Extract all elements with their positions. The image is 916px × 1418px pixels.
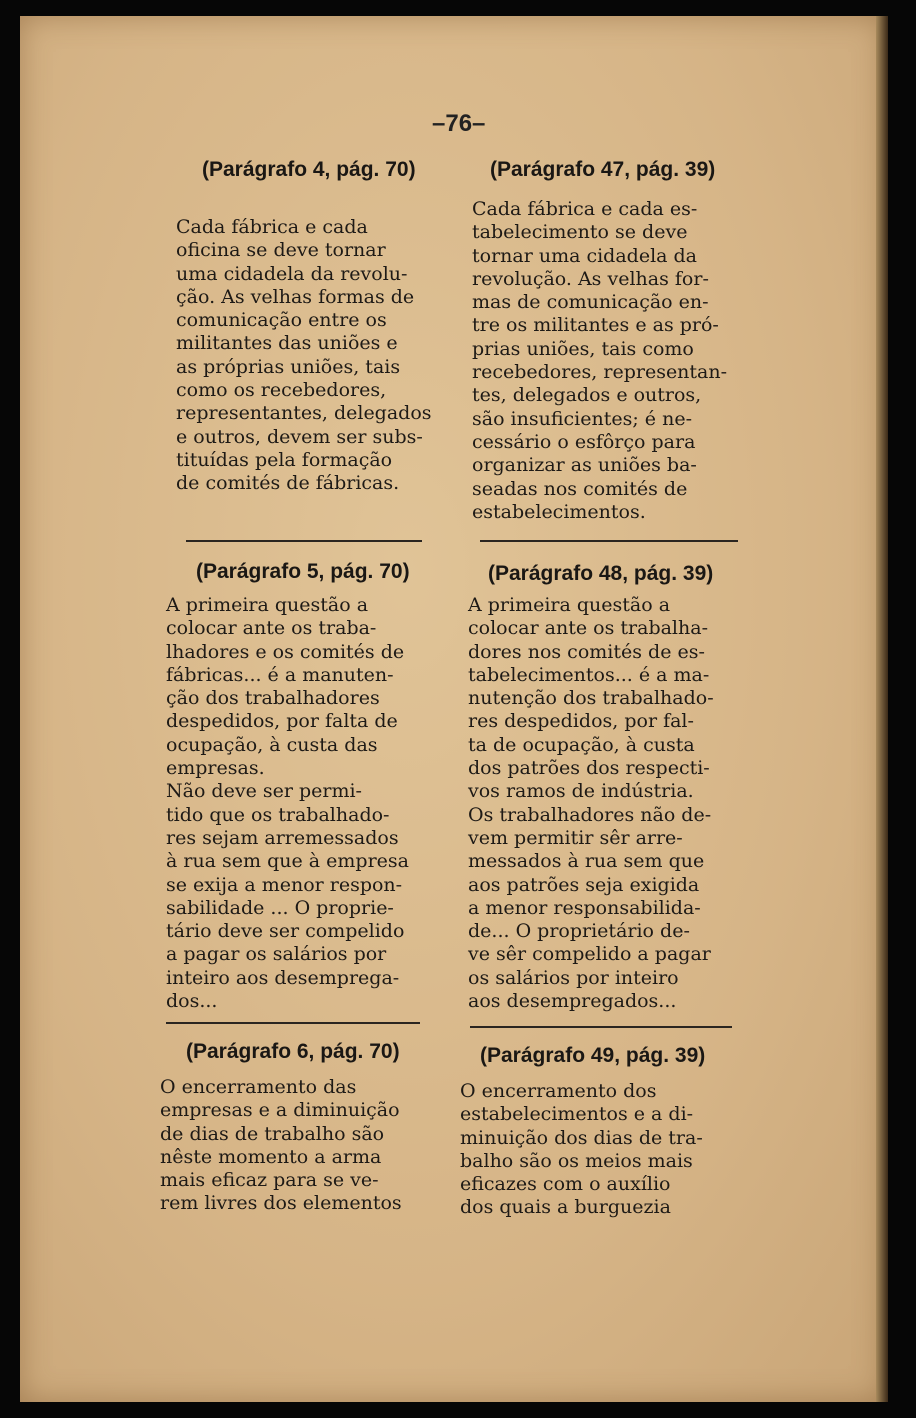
left-divider-2 (166, 1022, 420, 1024)
left-paragraph-3: O encerramento das empresas e a diminuição de dias de trabalho são nêste momento a arma mais eficaz para se ve- rem livres dos elementos (160, 1076, 402, 1215)
right-heading-3: (Parágrafo 49, pág. 39) (480, 1044, 706, 1067)
right-heading-2: (Parágrafo 48, pág. 39) (488, 562, 714, 585)
left-paragraph-2: A primeira questão a colocar ante os traba- lhadores e os comités de fábricas... é a manuten- ção dos trabalhadores despedidos, por falta de ocupação, à custa das empresas. Não deve ser permi- tido que os trabalhado- res sejam arremessados à rua sem que à empresa se exija a menor respon- sabilidade ... O proprie- tário deve ser compelido a pagar os salários por inteiro aos desemprega- dos... (166, 594, 409, 1013)
left-divider-1 (186, 540, 422, 542)
left-heading-3: (Parágrafo 6, pág. 70) (186, 1040, 400, 1063)
right-paragraph-1: Cada fábrica e cada es- tabelecimento se deve tornar uma cidadela da revolução. As velhas for- mas de comunicação en- tre os militantes e as pró- prias uniões, tais como recebedores, representan- tes, delegados e outros, são insuficientes; é ne- cessário o esfôrço para organizar as uniões ba- seadas nos comités de estabelecimentos. (472, 198, 728, 523)
right-divider-2 (470, 1026, 732, 1028)
right-heading-1: (Parágrafo 47, pág. 39) (490, 158, 716, 181)
book-page (20, 16, 884, 1402)
right-paragraph-2: A primeira questão a colocar ante os trabalha- dores nos comités de es- tabelecimentos... é a ma- nutenção dos trabalhado- res despedidos, por fal- ta de ocupação, à custa dos patrões dos respecti- vos ramos de indústria. Os trabalhadores não de- vem permitir sêr arre- messados à rua sem que aos patrões seja exigida a menor responsabilida- de... O proprietário de- ve sêr compelido a pagar os salários por inteiro aos desempregados... (468, 594, 714, 1013)
page-number: –76– (432, 110, 486, 137)
left-heading-2: (Parágrafo 5, pág. 70) (196, 560, 410, 583)
left-paragraph-1: Cada fábrica e cada oficina se deve tornar uma cidadela da revolu- ção. As velhas formas de comunicação entre os militantes das uniões e as próprias uniões, tais como os recebedores, representantes, delegados e outros, devem ser subs- tituídas pela formação de comités de fábricas. (176, 216, 432, 495)
left-heading-1: (Parágrafo 4, pág. 70) (202, 158, 416, 181)
right-paragraph-3: O encerramento dos estabelecimentos e a di- minuição dos dias de tra- balho são os meios mais eficazes com o auxílio dos quais a burguezia (460, 1080, 703, 1219)
page-gutter (876, 16, 888, 1402)
right-divider-1 (480, 540, 738, 542)
